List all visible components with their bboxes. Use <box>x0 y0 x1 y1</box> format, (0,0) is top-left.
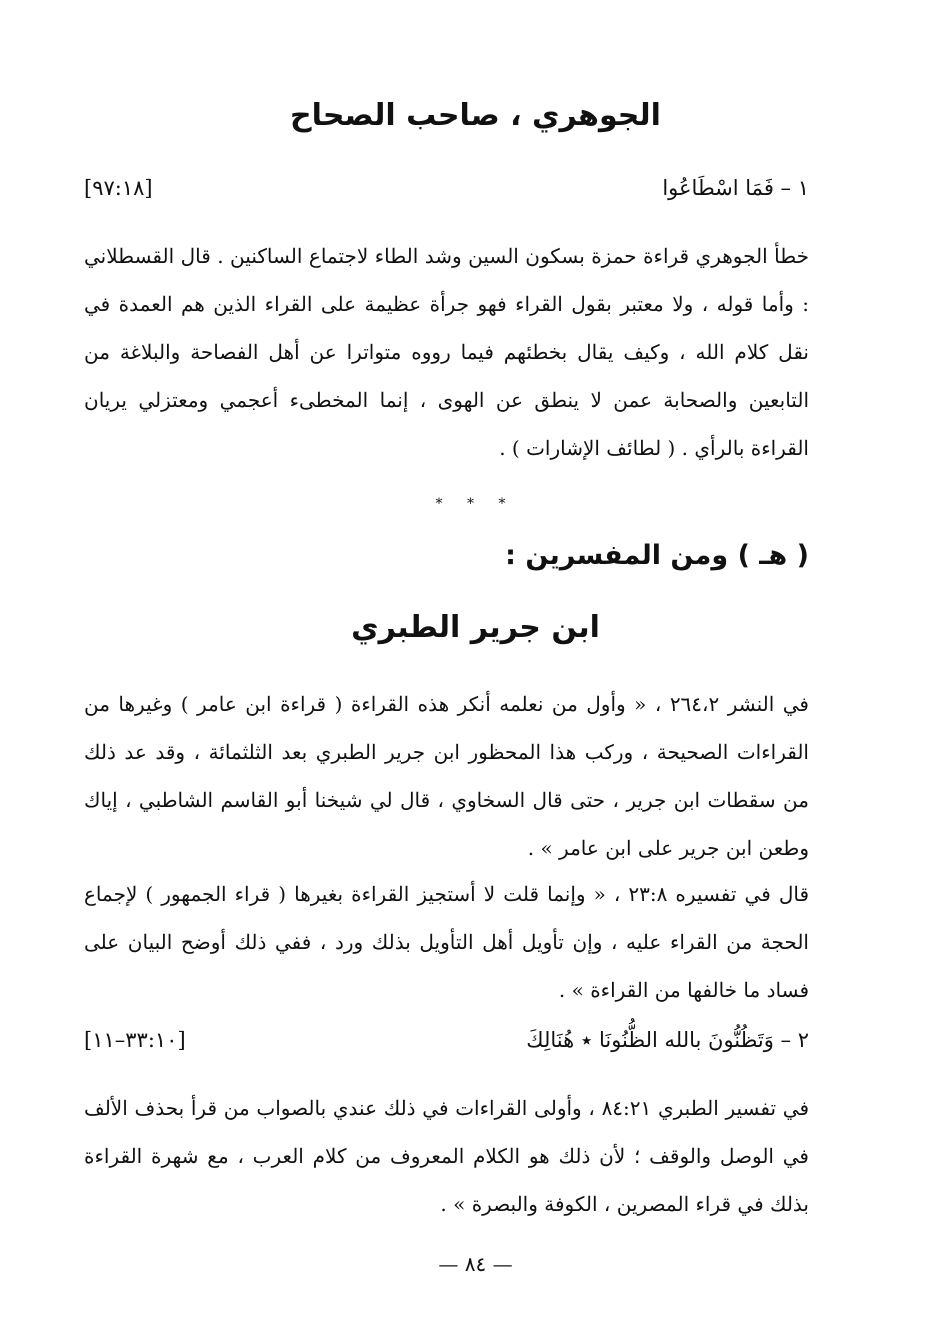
verse-2-reference: [٣٣:١٠–١١] <box>84 1028 186 1052</box>
verse-1 <box>84 176 809 216</box>
section-heading-mufassirin: ( هـ ) ومن المفسرين : <box>505 540 809 571</box>
verse-1-text: ١ – فَمَا اسْطَاعُوا <box>662 176 809 200</box>
heading-tabari: ابن جرير الطبري <box>351 610 600 645</box>
paragraph-nashr: في النشر ٢٦٤،٢ ، « وأول من نعلمه أنكر هذه القراءة ( قراءة ابن عامر ) وغيرها من القراءات الصحيحة ، وركب هذا المحظور ابن جرير الطبري بعد الثلثمائة ، وقد عد ذلك من سقطات ابن جرير ، حتى قال السخاوي ، قال لي شيخنا أبو القاسم الشاطبي ، إياك وطعن ابن جرير على ابن عامر » . <box>84 692 809 860</box>
page-number: — ٨٤ — <box>438 1252 513 1276</box>
paragraph-jawhari: خطأ الجوهري قراءة حمزة بسكون السين وشد الطاء لاجتماع الساكنين . قال القسطلاني : وأما قوله ، ولا معتبر بقول القراء فهو جرأة عظيمة على القراء الذين هم العمدة في نقل كلام الله ، وكيف يقال بخطئهم فيما رووه متواترا عن أهل الفصاحة والبلاغة من التابعين والصحابة عمن لا ينطق عن الهوى ، إنما المخطىء أعجمي ومعتزلي يريان القراءة بالرأي . ( لطائف الإشارات ) . <box>84 244 809 460</box>
section-separator: * * * <box>435 496 516 512</box>
paragraph-tafsir-tabari: في تفسير الطبري ٨٤:٢١ ، وأولى القراءات في ذلك عندي بالصواب من قرأ بحذف الألف في الوصل والوقف ؛ لأن ذلك هو الكلام المعروف من كلام العرب ، مع شهرة القراءة بذلك في قراء المصرين ، الكوفة والبصرة » . <box>84 1096 809 1216</box>
verse-1-reference: [٩٧:١٨] <box>84 176 153 200</box>
heading-jawhari: الجوهري ، صاحب الصحاح <box>290 98 661 133</box>
verse-2-text: ٢ – وَتَظُنُّونَ بالله الظُّنُونَا ٭ هُنَالِكَ <box>526 1028 809 1052</box>
paragraph-tafsir: قال في تفسيره ٢٣:٨ ، « وإنما قلت لا أستجيز القراءة بغيرها ( قراء الجمهور ) لإجماع الحجة من القراء عليه ، وإن تأويل أهل التأويل بذلك ورد ، ففي ذلك أوضح البيان على فساد ما خالفها من القراءة » . <box>84 882 810 1002</box>
verse-2 <box>84 1028 809 1068</box>
